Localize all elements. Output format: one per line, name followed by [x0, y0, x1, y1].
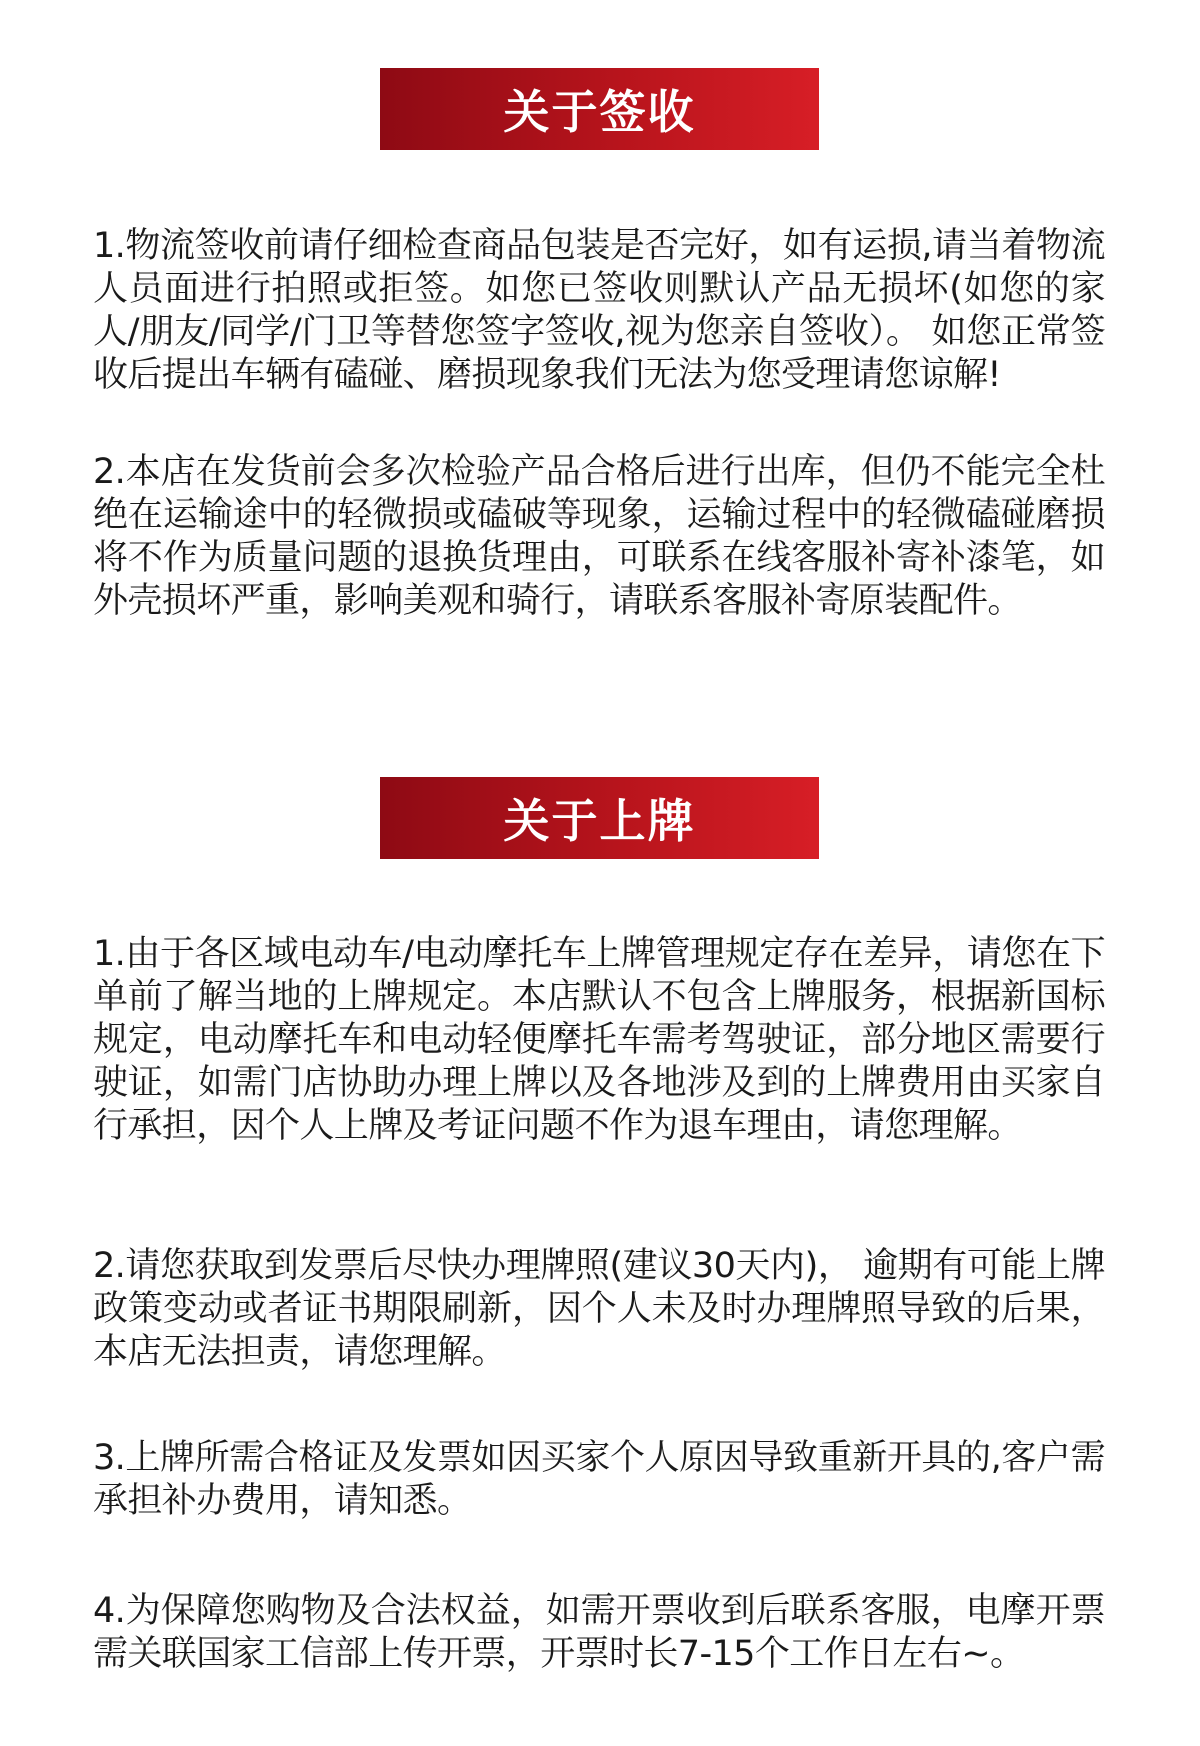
license-paragraph-2: 2.请您获取到发票后尽快办理牌照(建议30天内)， 逾期有可能上牌政策变动或者证书期限刷新，因个人未及时办理牌照导致的后果，本店无法担责，请您理解。 [93, 1246, 1105, 1372]
section-title-signing: 关于签收 [380, 68, 819, 150]
signing-paragraph-1: 1.物流签收前请仔细检查商品包装是否完好，如有运损,请当着物流人员面进行拍照或拒签。如您已签收则默认产品无损坏(如您的家人/朋友/同学/门卫等替您签字签收,视为您亲自签收）。 如您正常签收后提出车辆有磕碰、磨损现象我们无法为您受理请您谅解! [93, 226, 1105, 395]
signing-paragraph-2: 2.本店在发货前会多次检验产品合格后进行出库，但仍不能完全杜绝在运输途中的轻微损或磕破等现象，运输过程中的轻微磕碰磨损将不作为质量问题的退换货理由，可联系在线客服补寄补漆笔，如外壳损坏严重，影响美观和骑行，请联系客服补寄原装配件。 [93, 452, 1105, 621]
section-title-license-plates: 关于上牌 [380, 777, 819, 859]
license-paragraph-4: 4.为保障您购物及合法权益，如需开票收到后联系客服，电摩开票需关联国家工信部上传开票，开票时长7-15个工作日左右~。 [93, 1591, 1105, 1674]
license-paragraph-1: 1.由于各区域电动车/电动摩托车上牌管理规定存在差异，请您在下单前了解当地的上牌规定。本店默认不包含上牌服务，根据新国标规定，电动摩托车和电动轻便摩托车需考驾驶证，部分地区需要行驶证，如需门店协助办理上牌以及各地涉及到的上牌费用由买家自行承担，因个人上牌及考证问题不作为退车理由，请您理解。 [93, 934, 1105, 1146]
license-paragraph-3: 3.上牌所需合格证及发票如因买家个人原因导致重新开具的,客户需承担补办费用，请知悉。 [93, 1438, 1105, 1521]
